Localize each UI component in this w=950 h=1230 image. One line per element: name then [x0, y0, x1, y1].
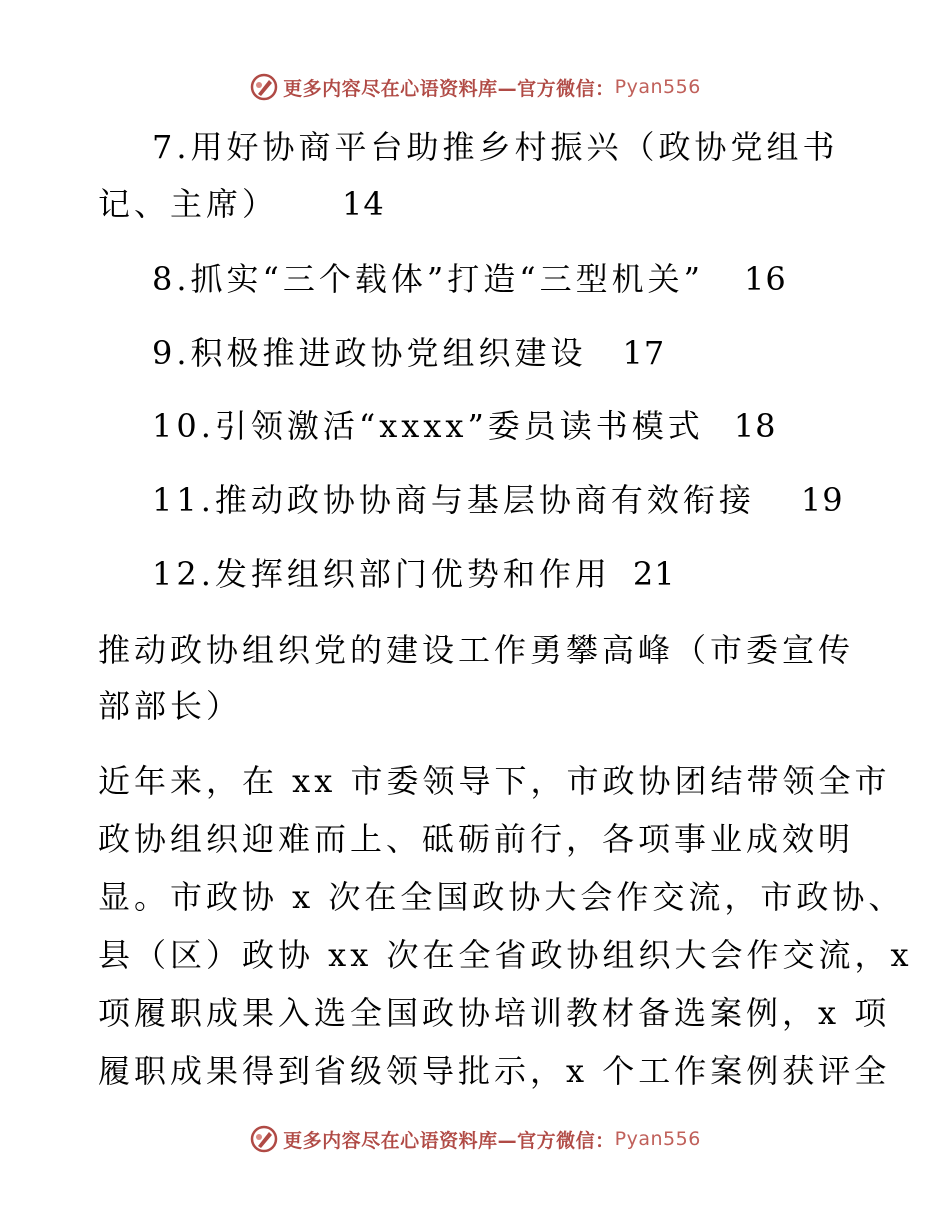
article-body-line: 县（区）政协 xx 次在全省政协组织大会作交流，x [98, 936, 913, 974]
article-body-line: 项履职成果入选全国政协培训教材备选案例，x 项 [98, 994, 891, 1032]
toc-page-number: 21 [632, 555, 676, 593]
toc-item-11[interactable]: 11.推动政协协商与基层协商有效衔接 19 [152, 481, 844, 519]
pen-logo-icon [249, 1124, 279, 1154]
toc-item-10[interactable]: 10.引领激活“xxxx”委员读书模式 18 [152, 407, 777, 445]
article-body-line: 显。市政协 x 次在全国政协大会作交流，市政协、 [98, 878, 905, 916]
pen-logo-icon [249, 72, 279, 102]
watermark-header [0, 72, 950, 102]
toc-page-number: 18 [733, 407, 777, 445]
watermark-wechat-id: Pyan556 [614, 1128, 701, 1150]
toc-page-number: 16 [743, 260, 787, 298]
watermark-wechat-id: Pyan556 [614, 76, 701, 98]
toc-page-number: 17 [622, 334, 666, 372]
article-title-line2: 部部长） [98, 687, 243, 725]
watermark-text: 更多内容尽在心语资料库—官方微信： [283, 1129, 615, 1152]
watermark-footer [0, 1124, 950, 1154]
article-body-line: 近年来，在 xx 市委领导下，市政协团结带领全市 [98, 762, 891, 800]
toc-page-number: 14 [342, 185, 385, 223]
article-body-line: 政协组织迎难而上、砥砺前行，各项事业成效明 [98, 820, 855, 858]
toc-item-12[interactable]: 12.发挥组织部门优势和作用 21 [152, 555, 676, 593]
watermark-text: 更多内容尽在心语资料库—官方微信： [283, 77, 615, 100]
toc-item-7-line1[interactable]: 7.用好协商平台助推乡村振兴（政协党组书 [152, 128, 839, 166]
toc-item-8[interactable]: 8.抓实“三个载体”打造“三型机关” 16 [152, 260, 787, 298]
toc-page-number: 19 [800, 481, 844, 519]
article-body-line: 履职成果得到省级领导批示，x 个工作案例获评全 [98, 1052, 891, 1090]
toc-item-9[interactable]: 9.积极推进政协党组织建设 17 [152, 334, 666, 372]
toc-item-7-line2[interactable]: 记、主席） 14 [98, 185, 385, 223]
article-title-line1: 推动政协组织党的建设工作勇攀高峰（市委宣传 [98, 631, 855, 669]
